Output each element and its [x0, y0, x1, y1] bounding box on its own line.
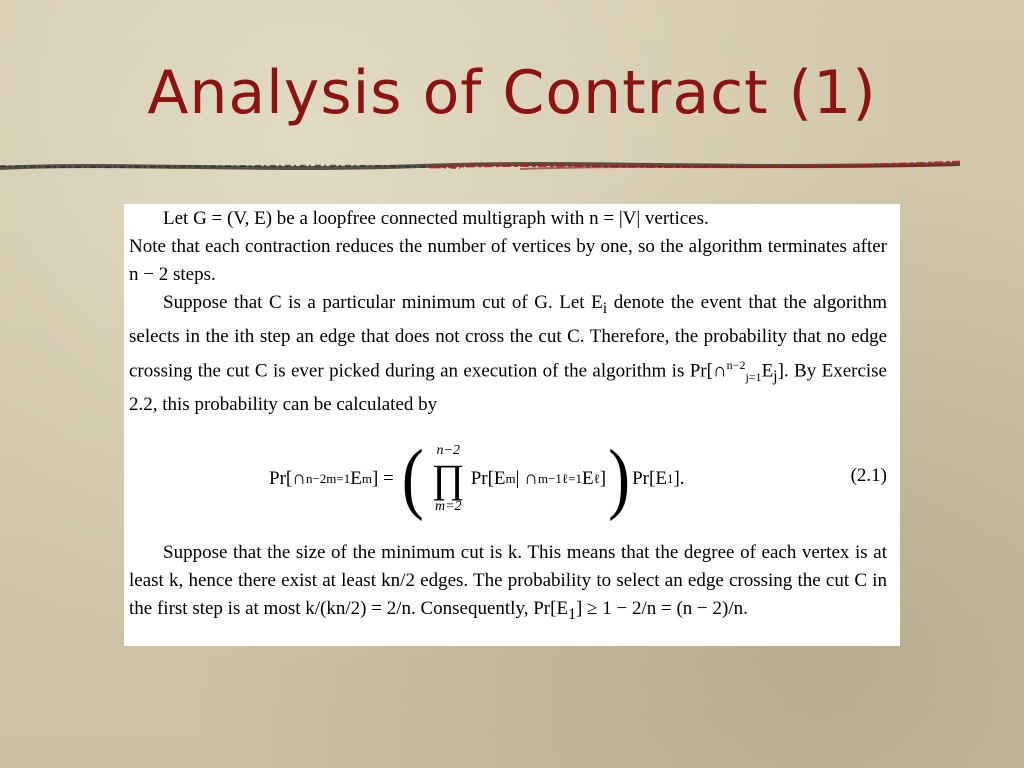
eq-mid2: | ∩	[515, 467, 538, 489]
equation-2-1	[129, 425, 887, 533]
eq-rhs-sub: 1	[666, 470, 674, 486]
paragraph-2-text	[129, 289, 887, 419]
eq-rhs: Pr[E	[632, 467, 667, 489]
eq-mid4: ]	[599, 467, 607, 489]
eq-mid-sup2: m−1	[537, 470, 562, 486]
p2d-text: ]. By Exercise 2.2, this probability can be calculated by	[129, 360, 887, 415]
p2-text: Suppose that C is a particular minimum cut of G. Let E	[163, 292, 603, 313]
eq-mid3: E	[581, 467, 594, 489]
eq-lhs-end-sub: m	[361, 470, 372, 486]
excerpt-panel	[124, 204, 900, 646]
p3-sub: 1	[568, 605, 576, 623]
left-paren: (	[401, 434, 424, 523]
paragraph-3	[129, 539, 887, 629]
eq-lhs-sup: n−2	[305, 470, 327, 486]
slide-title: Analysis of Contract (1)	[147, 58, 877, 128]
paragraph-3-text	[129, 539, 887, 629]
p2-sub2: j=1	[745, 369, 762, 384]
right-paren: )	[608, 434, 631, 523]
prod-bottom: m=2	[434, 498, 462, 514]
p3-text: Suppose that the size of the minimum cut is k. This means that the degree of each vertex is at least k, hence there exist at least kn/2 edges. The probability to select an edge crossing the cut C in the first step is at most k/(kn/2) = 2/n. Consequently, Pr[E	[129, 541, 887, 619]
p3b-text: ] ≥ 1 − 2/n = (n − 2)/n.	[575, 597, 748, 619]
eq-mid-sub: m	[505, 470, 516, 486]
paragraph-1-line	[129, 205, 887, 233]
eq-lhs-sub: m=1	[326, 470, 351, 486]
equation-label: (2.1)	[850, 464, 887, 486]
equation-body	[269, 425, 685, 533]
decorative-divider	[0, 152, 1024, 182]
eq-mid: Pr[E	[470, 467, 506, 489]
p2-sub: i	[602, 299, 608, 317]
eq-lhs-end: E	[350, 467, 362, 489]
paragraph-1	[129, 204, 887, 289]
eq-rhs-end: ].	[673, 467, 685, 489]
p2-sup: n−2	[726, 357, 746, 372]
eq-mid-sub3: ℓ	[593, 470, 600, 486]
product-operator	[432, 443, 465, 515]
p2c-text: E	[761, 360, 774, 382]
eq-lhs-close: ] =	[371, 467, 394, 489]
p1b-text: Note that each contraction reduces the number of vertices by one, so the algorithm terminates after n − 2 steps.	[129, 236, 887, 285]
p2b-text: denote the event that the algorithm selects in the ith step an edge that does not cross the cut C. Therefore, the probability that no edge crossing the cut C is ever picked during an execution of the algorithm is Pr[∩	[129, 292, 887, 382]
paragraph-2	[129, 289, 887, 419]
prod-top: n−2	[436, 442, 460, 458]
p1-text: Let G = (V, E) be a loopfree connected multigraph with n = |V| vertices.	[163, 208, 709, 229]
paragraph-1-cont	[129, 233, 887, 289]
eq-mid-sub2: ℓ=1	[561, 470, 582, 486]
p2-sub3: j	[773, 367, 778, 385]
eq-lhs: Pr[∩	[269, 467, 306, 489]
prod-symbol: ∏	[431, 455, 465, 501]
